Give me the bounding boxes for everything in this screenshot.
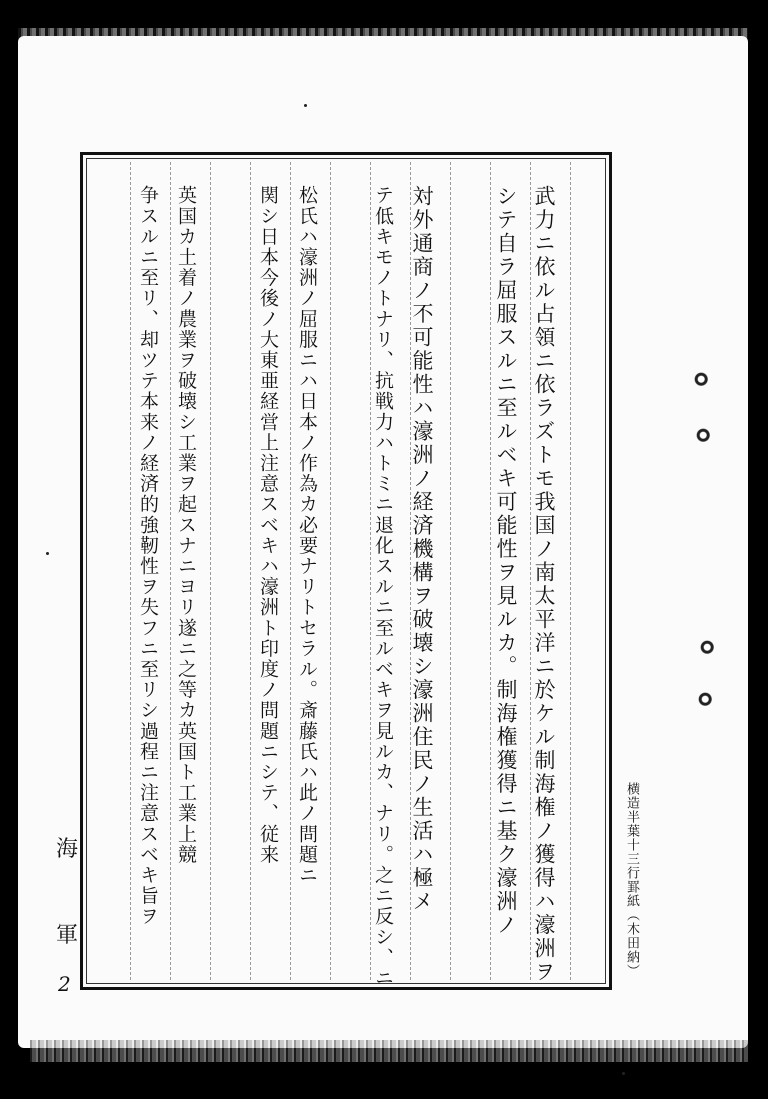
ruled-line xyxy=(370,162,371,980)
binding-hole xyxy=(700,640,716,656)
text-column-4: テ低キモノトナリ、抗戦力ハトミニ退化スルニ至ルベキヲ見ルカ、ナリ。之ニ反シ、ニ xyxy=(372,185,394,989)
speck xyxy=(46,552,49,555)
ruled-line xyxy=(170,162,171,980)
ruled-line xyxy=(330,162,331,980)
margin-mark-gun: 軍 xyxy=(56,923,79,948)
binding-hole xyxy=(696,428,712,444)
ruled-line xyxy=(450,162,451,980)
page-number: 2 xyxy=(58,972,71,996)
margin-mark-kai: 海 xyxy=(56,837,79,862)
ruled-line xyxy=(490,162,491,980)
ruled-frame-inner xyxy=(86,158,606,984)
text-column-1: 武力ニ依ル占領ニ依ラズトモ我国ノ南太平洋ニ於ケル制海権ノ獲得ハ濠洲ヲ xyxy=(532,185,556,984)
text-column-7: 英国カ土着ノ農業ヲ破壊シ工業ヲ起スナニヨリ遂ニ之等カ英国ト工業上競 xyxy=(175,185,197,865)
speck xyxy=(304,104,307,107)
speck xyxy=(622,1072,625,1075)
text-column-8: 争スルニ至リ、却ツテ本来ノ経済的強靭性ヲ失フニ至リシ過程ニ注意スベキ旨ヲ xyxy=(137,185,159,927)
text-column-2: シテ自ラ屈服スルニ至ルベキ可能性ヲ見ルカ。制海権獲得ニ基ク濠洲ノ xyxy=(494,185,518,937)
ruled-line xyxy=(570,162,571,980)
ruled-line xyxy=(130,162,131,980)
binding-hole xyxy=(694,372,710,388)
text-column-5: 松氏ハ濠洲ノ屈服ニハ日本ノ作為カ必要ナリトセラル。斎藤氏ハ此ノ問題ニ xyxy=(296,185,318,886)
ruled-line xyxy=(530,162,531,980)
ruled-line xyxy=(290,162,291,980)
paper-label: 横造半葉十三行罫紙（木田納） xyxy=(624,782,639,978)
ruled-line xyxy=(250,162,251,980)
binding-hole xyxy=(698,692,714,708)
text-column-6: 関シ日本今後ノ大東亜経営上注意スベキハ濠洲ト印度ノ問題ニシテ、従来 xyxy=(257,185,279,865)
text-column-3: 対外通商ノ不可能性ハ濠洲ノ経済機構ヲ破壊シ濠洲住民ノ生活ハ極メ xyxy=(410,185,434,914)
ruled-line xyxy=(210,162,211,980)
scan-edge-bottom xyxy=(30,1040,748,1062)
